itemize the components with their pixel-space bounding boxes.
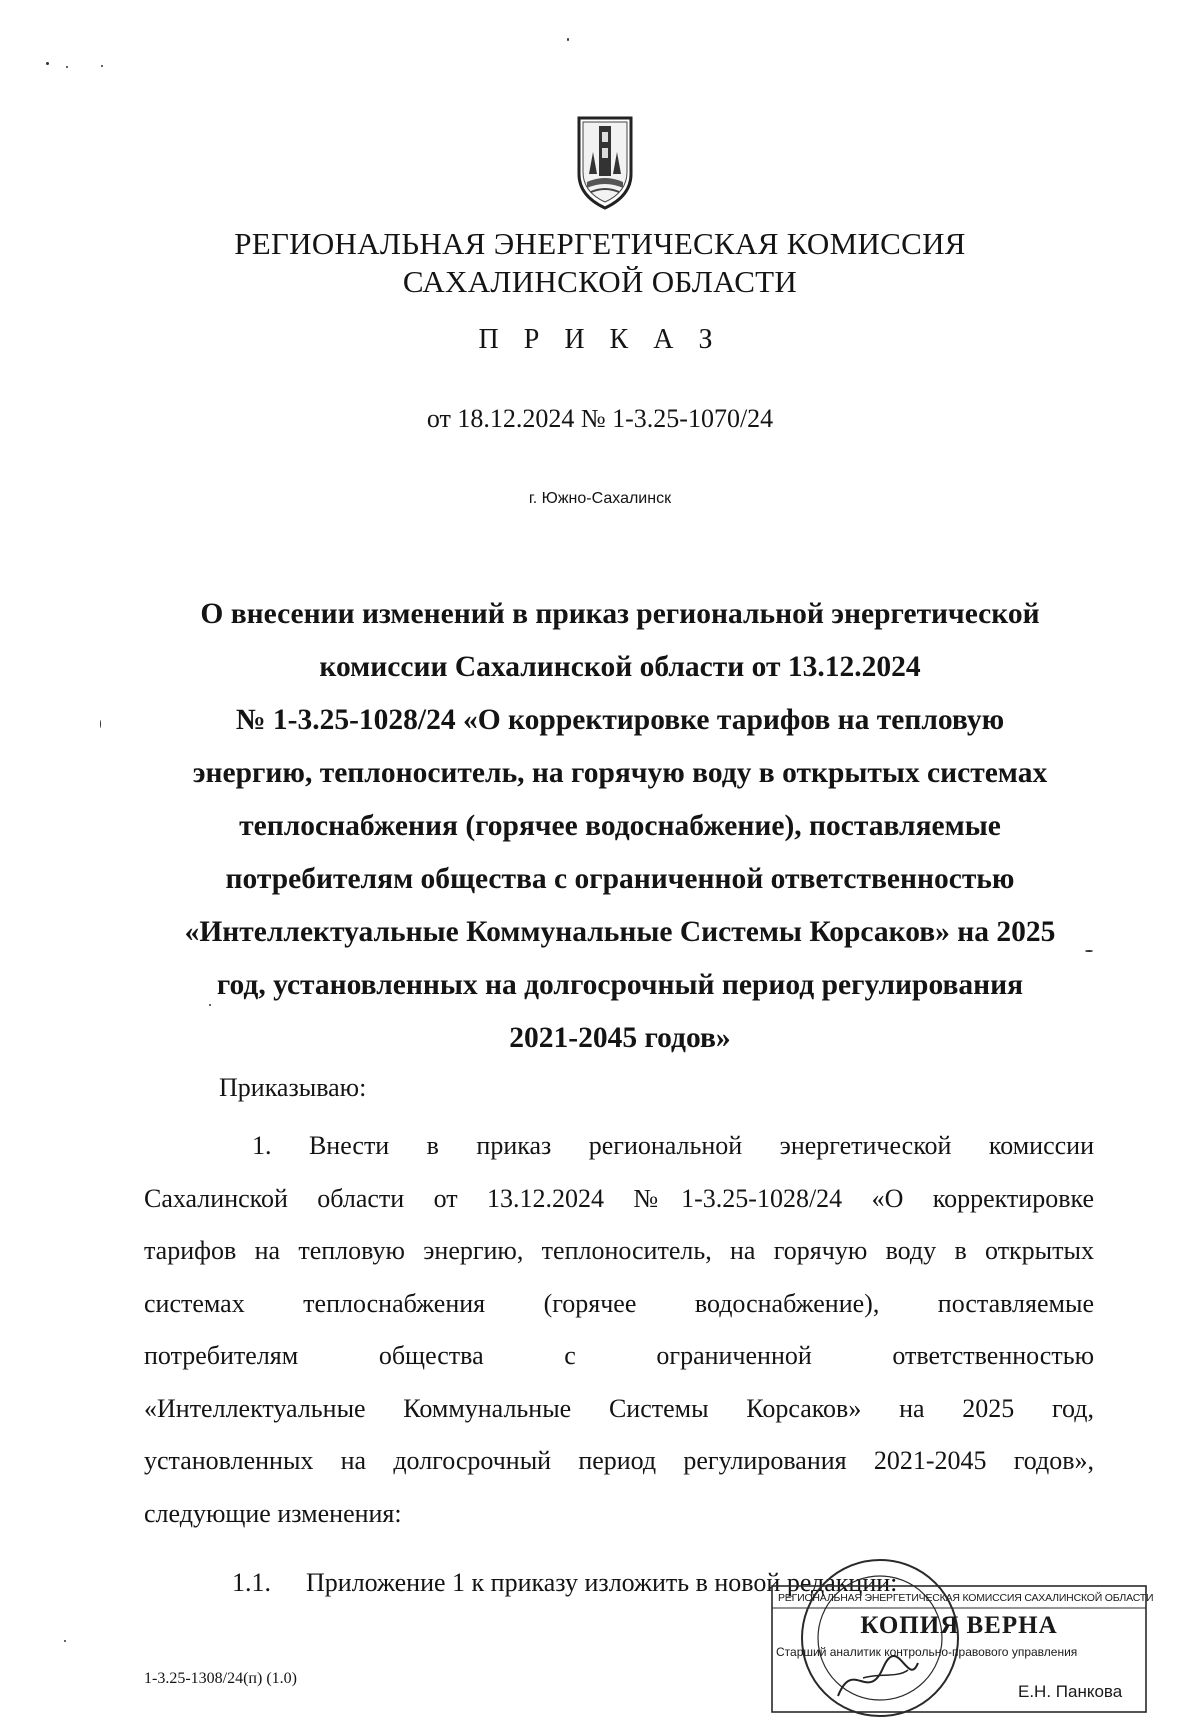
subject-line: энергию, теплоноситель, на горячую воду в открытых системах xyxy=(192,757,1048,789)
clause-number: 1.1. xyxy=(232,1568,271,1597)
stamp-position: Старший аналитик контрольно-правового управления xyxy=(776,1645,1078,1659)
paragraph-line: потребителям общества с ограниченной ответственностью xyxy=(144,1341,1094,1370)
scan-speck xyxy=(66,66,68,68)
subject-line: комиссии Сахалинской области от 13.12.2024 xyxy=(319,651,921,683)
paragraph-line: тарифов на тепловую энергию, теплоноситель, на горячую воду в открытых xyxy=(144,1236,1094,1265)
paragraph-line: следующие изменения: xyxy=(144,1498,402,1528)
order-subject-title xyxy=(140,588,1100,1065)
scan-speck xyxy=(567,38,569,41)
scan-speck xyxy=(101,65,103,67)
stamp-signer-name: Е.Н. Панкова xyxy=(1018,1682,1123,1701)
subject-line: «Интеллектуальные Коммунальные Системы Корсаков» на 2025 xyxy=(184,916,1056,948)
subject-line: № 1-3.25-1028/24 «О корректировке тарифов на тепловую xyxy=(235,704,1005,736)
coat-of-arms-emblem xyxy=(575,112,635,212)
paragraph-line: установленных на долгосрочный период регулирования 2021-2045 годов», xyxy=(144,1446,1094,1475)
subject-line: потребителям общества с ограниченной ответственностью xyxy=(225,863,1015,895)
subject-line: год, установленных на долгосрочный период регулирования xyxy=(216,969,1024,1001)
scan-speck xyxy=(46,62,49,65)
organization-name-line2: САХАЛИНСКОЙ ОБЛАСТИ xyxy=(402,264,798,299)
paragraph-line: «Интеллектуальные Коммунальные Системы Корсаков» на 2025 год, xyxy=(144,1393,1094,1423)
organization-name-line1: РЕГИОНАЛЬНАЯ ЭНЕРГЕТИЧЕСКАЯ КОМИССИЯ xyxy=(234,226,966,261)
scan-speck xyxy=(100,720,101,728)
clause-text: Приложение 1 к приказу изложить в новой редакции: xyxy=(306,1568,898,1597)
scan-speck xyxy=(64,1640,66,1642)
paragraph-line: Сахалинской области от 13.12.2024 №1-3.25-1028/24 «О корректировке xyxy=(144,1183,1094,1213)
document-type-title: П Р И К А З xyxy=(478,324,722,355)
city-name: г. Южно-Сахалинск xyxy=(528,490,672,507)
copy-certified-stamp xyxy=(768,1528,1154,1718)
subject-line: О внесении изменений в приказ региональной энергетической xyxy=(200,598,1040,630)
document-code: 1-3.25-1308/24(п) (1.0) xyxy=(144,1670,297,1687)
order-paragraph-1 xyxy=(144,1120,1094,1540)
stamp-heading: КОПИЯ ВЕРНА xyxy=(860,1612,1058,1639)
order-lead-word: Приказываю: xyxy=(219,1073,367,1102)
paragraph-line: системах теплоснабжения (горячее водоснабжение), поставляемые xyxy=(144,1288,1094,1318)
order-date-number: от 18.12.2024 № 1-3.25-1070/24 xyxy=(426,404,774,433)
paragraph-line: 1. Внести в приказ региональной энергетической комиссии xyxy=(252,1131,1094,1160)
subject-line: теплоснабжения (горячее водоснабжение), поставляемые xyxy=(239,810,1001,842)
stamp-organization-line: РЕГИОНАЛЬНАЯ ЭНЕРГЕТИЧЕСКАЯ КОМИССИЯ САХАЛИНСКОЙ ОБЛАСТИ xyxy=(778,1592,1154,1604)
subject-line: 2021-2045 годов» xyxy=(509,1022,731,1054)
